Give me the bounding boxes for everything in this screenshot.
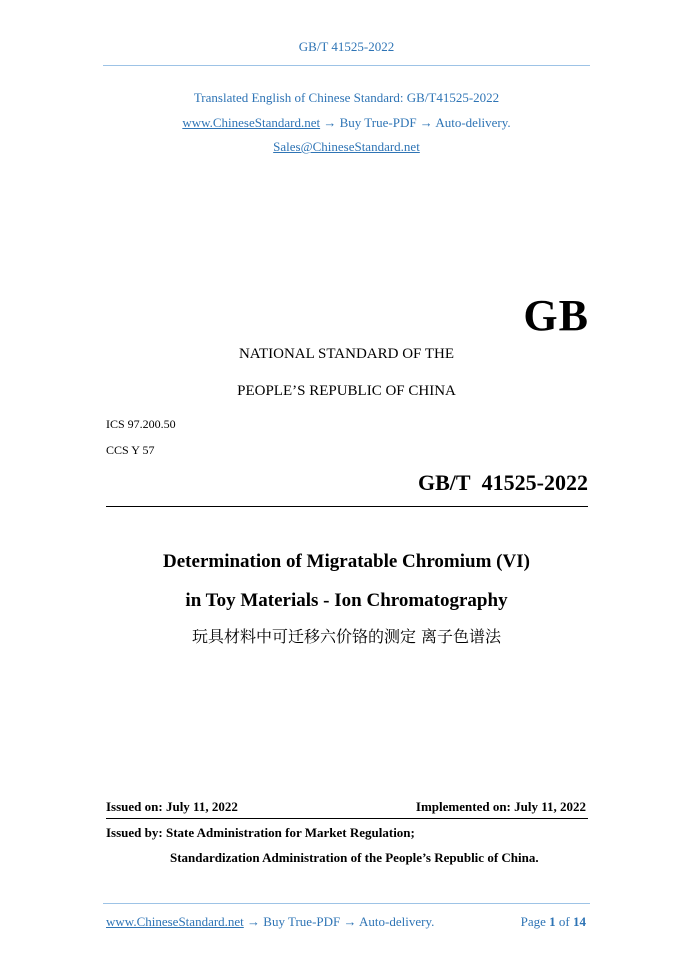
page-label: Page [520,914,546,929]
promo-buy-text: → Buy True-PDF → Auto-delivery. [320,115,511,130]
ics-code: ICS 97.200.50 [106,417,176,431]
running-header-title: GB/T 41525-2022 [298,39,395,54]
footer-divider [103,903,590,904]
issued-by-line-1: Issued by: State Administration for Market Regulation; [106,825,415,840]
issued-on-date: Issued on: July 11, 2022 [106,799,238,814]
footer-buy-line [106,914,434,930]
page-number: 1 [549,914,556,929]
footer-site-link[interactable]: www.ChineseStandard.net [106,914,244,929]
national-standard-line-2: PEOPLE’S REPUBLIC OF CHINA [237,383,456,399]
standard-number-divider [106,506,588,507]
page-total: 14 [573,914,586,929]
standard-number: GB/T 41525-2022 [417,470,588,495]
page-indicator [521,914,586,930]
issued-divider [106,818,588,819]
email-link[interactable]: Sales@ChineseStandard.net [273,139,420,154]
promo-email-line [0,139,693,155]
implemented-on-date: Implemented on: July 11, 2022 [415,799,586,814]
site-link[interactable]: www.ChineseStandard.net [182,115,321,130]
gb-mark: GB [523,291,589,340]
promo-translation-note: Translated English of Chinese Standard: GB/T41525-2022 [193,90,500,105]
document-title-chinese: 玩具材料中可迁移六价铬的测定 离子色谱法 [191,627,502,646]
document-title-line-2: in Toy Materials - Ion Chromatography [185,590,508,611]
document-title-line-1: Determination of Migratable Chromium (VI) [163,551,530,572]
footer-buy-text: → Buy True-PDF → Auto-delivery. [243,914,435,929]
of-label: of [558,914,570,929]
issued-by-line-2: Standardization Administration of the People’s Republic of China. [170,850,539,865]
ccs-code: CCS Y 57 [106,443,155,457]
promo-buy-line [0,115,693,131]
national-standard-line-1: NATIONAL STANDARD OF THE [238,346,455,362]
header-divider [103,65,590,66]
